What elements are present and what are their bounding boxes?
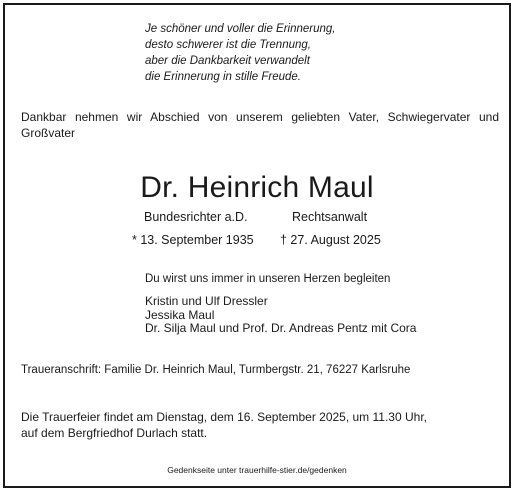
death-date: † 27. August 2025 [280,233,381,247]
family-member: Dr. Silja Maul und Prof. Dr. Andreas Pentz mit Cora [145,321,417,335]
funeral-line: Die Trauerfeier findet am Dienstag, dem 16. September 2025, um 11.30 Uhr, [21,410,427,424]
mourning-address: Traueranschrift: Familie Dr. Heinrich Maul, Turmbergstr. 21, 76227 Karlsruhe [21,364,411,376]
deceased-title: Bundesrichter a.D. [144,210,248,224]
family-member: Kristin und Ulf Dressler [145,294,268,308]
poem [145,21,336,85]
poem-line: desto schwerer ist die Trennung, [145,39,311,51]
poem-line: die Erinnerung in stille Freude. [145,71,301,83]
motto: Du wirst uns immer in unseren Herzen begleiten [145,273,391,285]
intro-text: Dankbar nehmen wir Abschied von unserem geliebten Vater, Schwiegervater und Großvater [21,110,499,140]
deceased-name: Dr. Heinrich Maul [140,171,374,204]
deceased-profession: Rechtsanwalt [292,210,368,224]
memorial-page-note: Gedenkseite unter trauerhilfe-stier.de/gedenken [167,465,347,475]
obituary-notice [3,3,511,488]
family-member: Jessika Maul [145,307,215,322]
poem-line: aber die Dankbarkeit verwandelt [145,55,310,67]
funeral-line: auf dem Bergfriedhof Durlach statt. [21,426,208,440]
poem-line: Je schöner und voller die Erinnerung, [145,23,336,35]
birth-date: * 13. September 1935 [132,233,254,247]
funeral-info [21,409,427,441]
family-list [145,295,416,336]
